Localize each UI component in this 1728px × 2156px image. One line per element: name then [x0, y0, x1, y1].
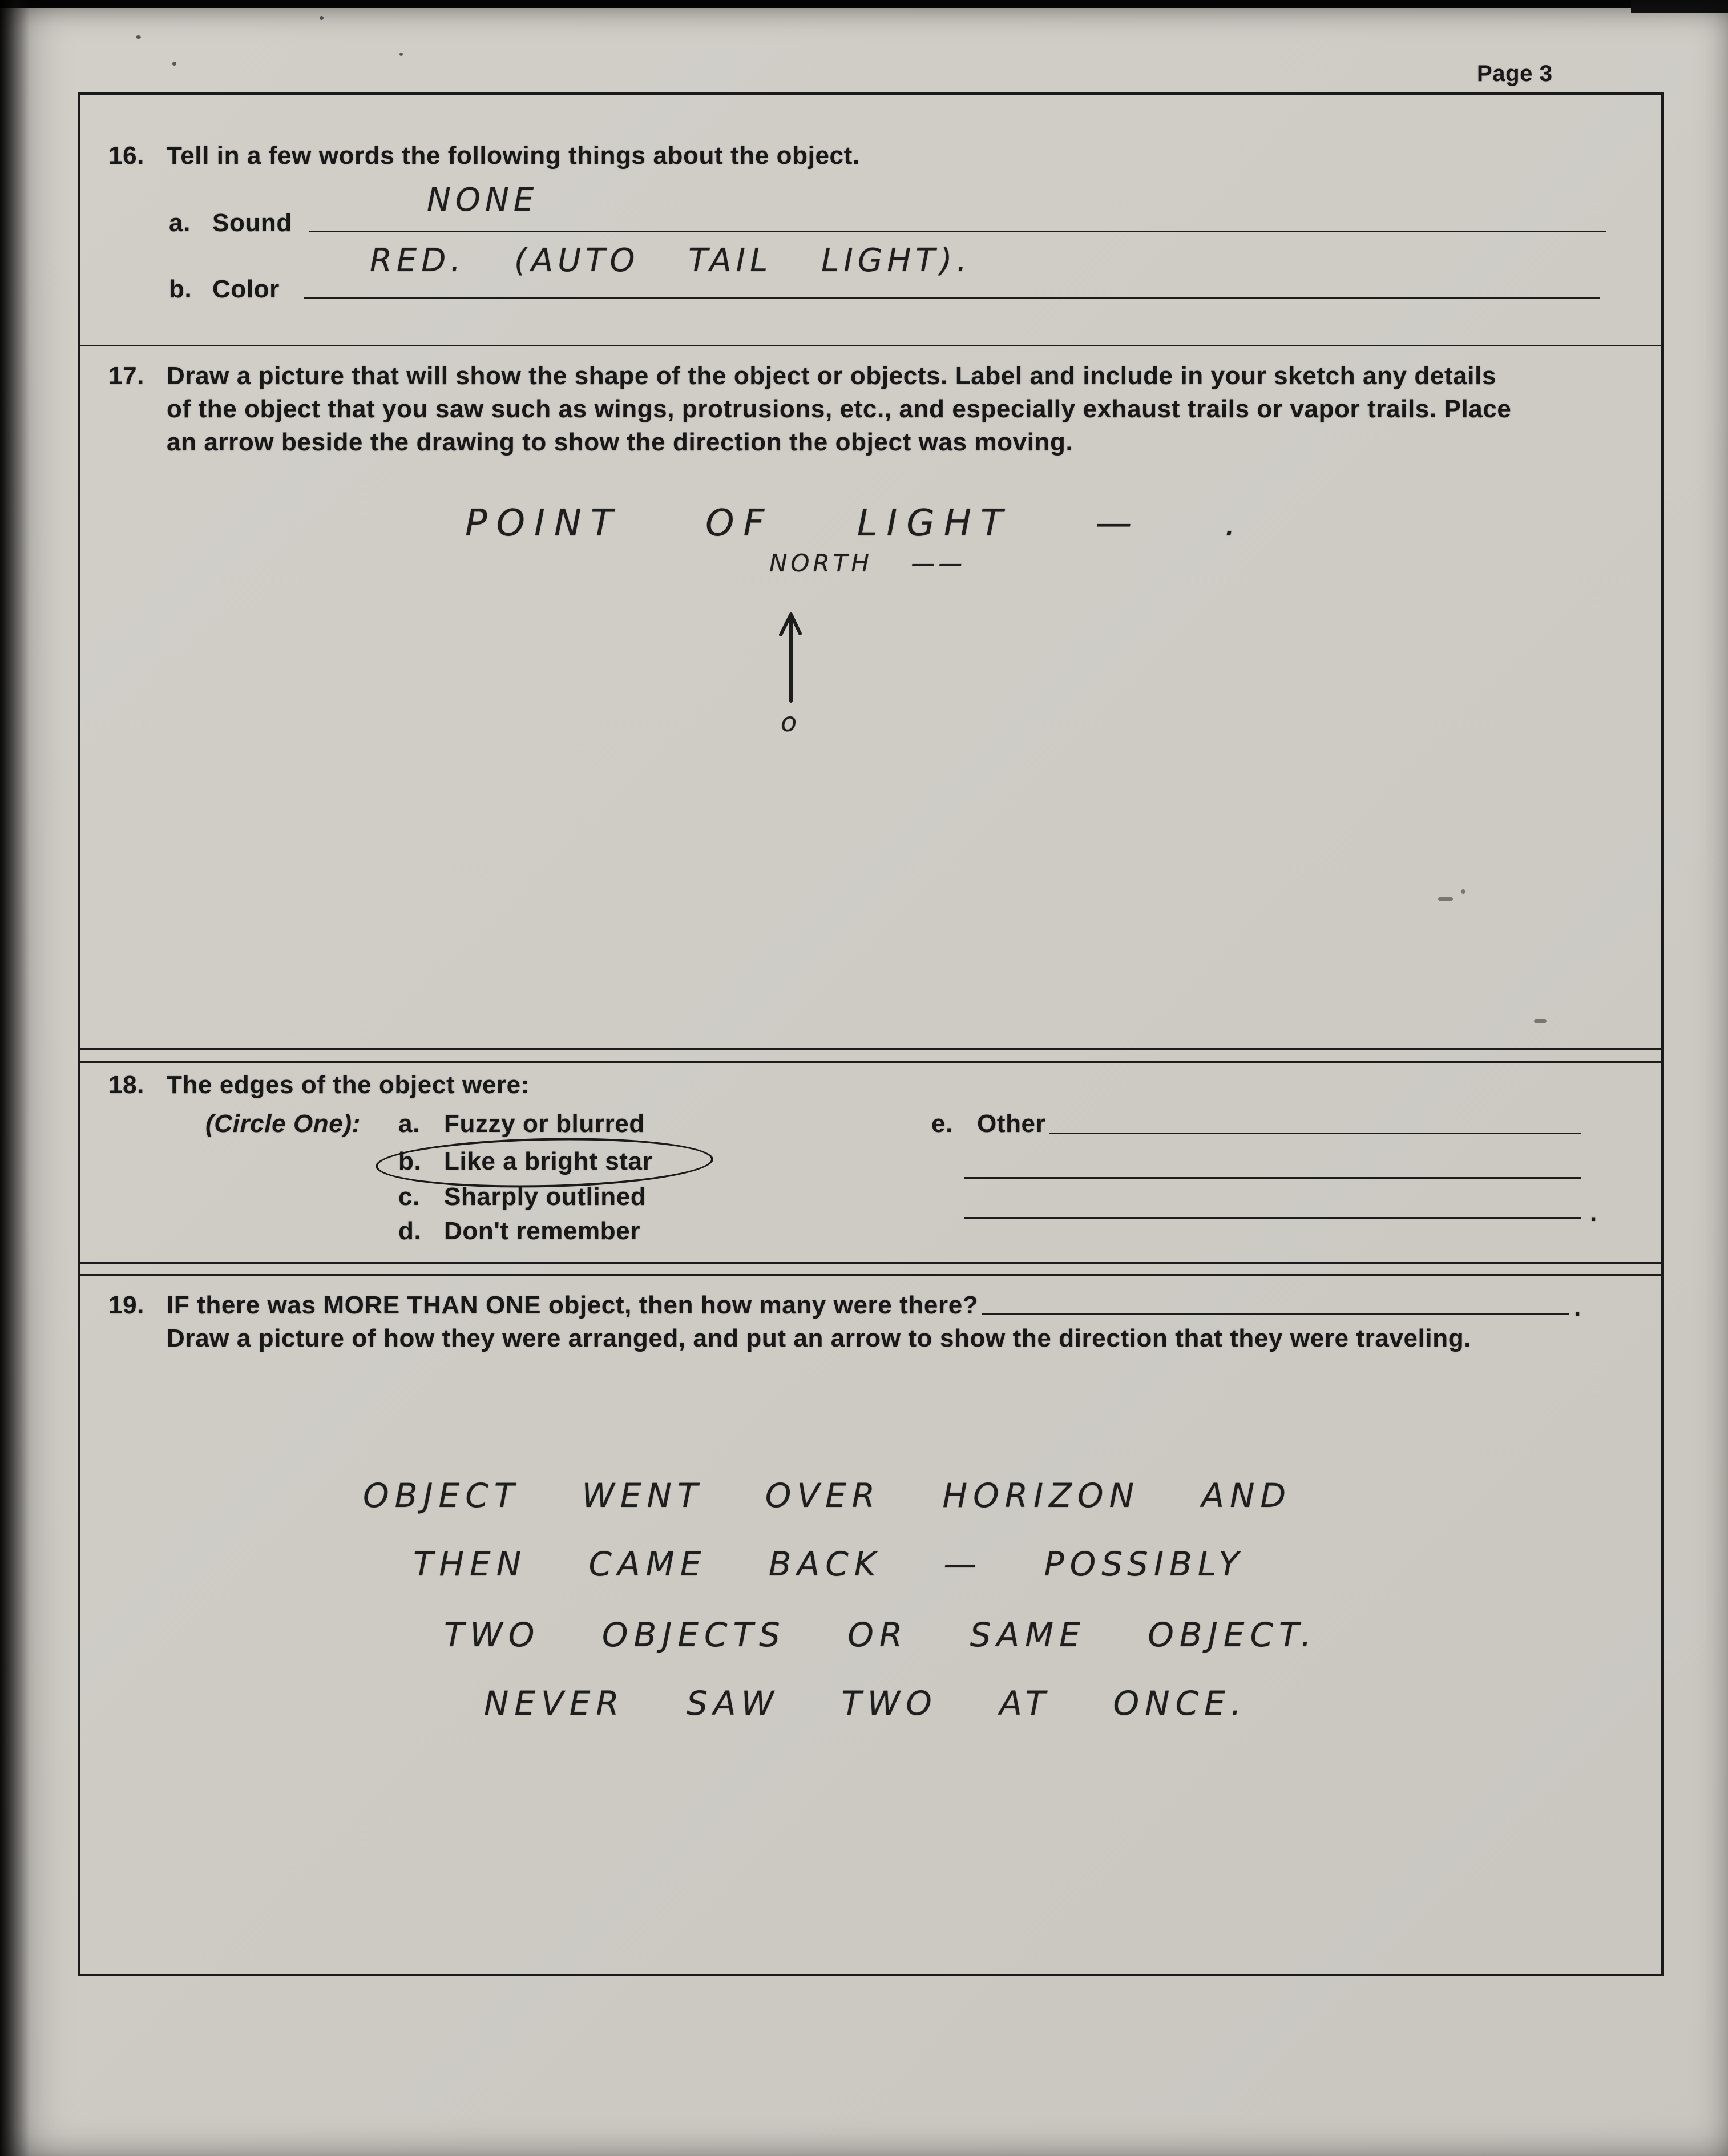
q16-field-b-name: Color [212, 275, 280, 303]
q16-field-b-label: b. [169, 275, 192, 303]
q16-field-a-name: Sound [212, 209, 292, 237]
q16-question: Tell in a few words the following things about the object. [167, 142, 860, 170]
q19-question-line-2: Draw a picture of how they were arranged, and put an arrow to show the direction that they were traveling. [167, 1324, 1472, 1352]
q18-other-answer-line-2 [964, 1177, 1581, 1179]
q18-number: 18. [108, 1071, 144, 1099]
q18-option-b-text: Like a bright star [444, 1147, 653, 1175]
q16-number: 16. [108, 142, 144, 170]
q18-option-a-label: a. [398, 1110, 420, 1138]
divider-q19-top [78, 1274, 1664, 1276]
q18-other-text: Other [977, 1110, 1046, 1138]
q19-number: 19. [108, 1291, 144, 1319]
q19-answer-line-2: THEN CAME BACK — POSSIBLY [413, 1545, 1245, 1583]
q18-trailing-period: . [1590, 1199, 1597, 1227]
q18-question: The edges of the object were: [167, 1071, 530, 1099]
divider-q16-q17 [78, 345, 1664, 346]
q18-option-a-text: Fuzzy or blurred [444, 1110, 645, 1138]
q16-field-b-answer-line [304, 297, 1600, 299]
q18-other-answer-line-3 [964, 1217, 1581, 1219]
sketch-caption: POINT OF LIGHT — . [465, 502, 1246, 545]
q18-other-answer-line-1 [1049, 1133, 1581, 1134]
scan-speck [320, 16, 324, 20]
scan-speck [136, 35, 141, 39]
q17-question-line-2: of the object that you saw such as wings, protrusions, etc., and especially exhaust trails or vapor trails. Place [167, 395, 1512, 423]
q19-count-blank-line [982, 1313, 1569, 1315]
divider-q18-bottom [78, 1262, 1664, 1264]
q19-question-line-1: IF there was MORE THAN ONE object, then how many were there? [167, 1291, 979, 1319]
q18-option-c-label: c. [398, 1183, 420, 1211]
q17-question-line-3: an arrow beside the drawing to show the direction the object was moving. [167, 428, 1073, 456]
q17-number: 17. [108, 362, 144, 390]
q18-option-b-label: b. [398, 1147, 422, 1175]
q18-other-label: e. [931, 1110, 953, 1138]
page-number: Page 3 [1477, 61, 1553, 86]
q16-field-a-label: a. [169, 209, 191, 237]
q18-circle-one-label: (Circle One): [205, 1110, 361, 1138]
q19-answer-line-1: OBJECT WENT OVER HORIZON AND [363, 1476, 1292, 1515]
scan-top-edge [0, 0, 1728, 8]
q19-answer-line-4: NEVER SAW TWO AT ONCE. [484, 1684, 1247, 1723]
sketch-north-label: NORTH —— [769, 549, 966, 577]
q18-option-d-text: Don't remember [444, 1217, 641, 1245]
q19-blank-period: . [1574, 1293, 1581, 1321]
sketch-object-mark: o [781, 707, 802, 738]
divider-q18-top [78, 1061, 1664, 1063]
scan-speck [399, 53, 403, 56]
scan-speck [172, 62, 176, 66]
q16-field-a-answer-line [309, 231, 1606, 232]
q17-question-line-1: Draw a picture that will show the shape of the object or objects. Label and include in your sketch any details [167, 362, 1497, 390]
divider-q17-bottom [78, 1048, 1664, 1050]
direction-arrow-icon [767, 603, 815, 706]
q16-field-b-handwritten-answer: RED. (AUTO TAIL LIGHT). [370, 242, 972, 279]
scan-left-edge [0, 0, 30, 2156]
q18-option-c-text: Sharply outlined [444, 1183, 647, 1211]
q16-field-a-handwritten-answer: NONE [427, 182, 539, 219]
q18-option-d-label: d. [398, 1217, 422, 1245]
scan-top-right-edge [1631, 0, 1728, 13]
q19-answer-line-3: TWO OBJECTS OR SAME OBJECT. [444, 1615, 1317, 1654]
